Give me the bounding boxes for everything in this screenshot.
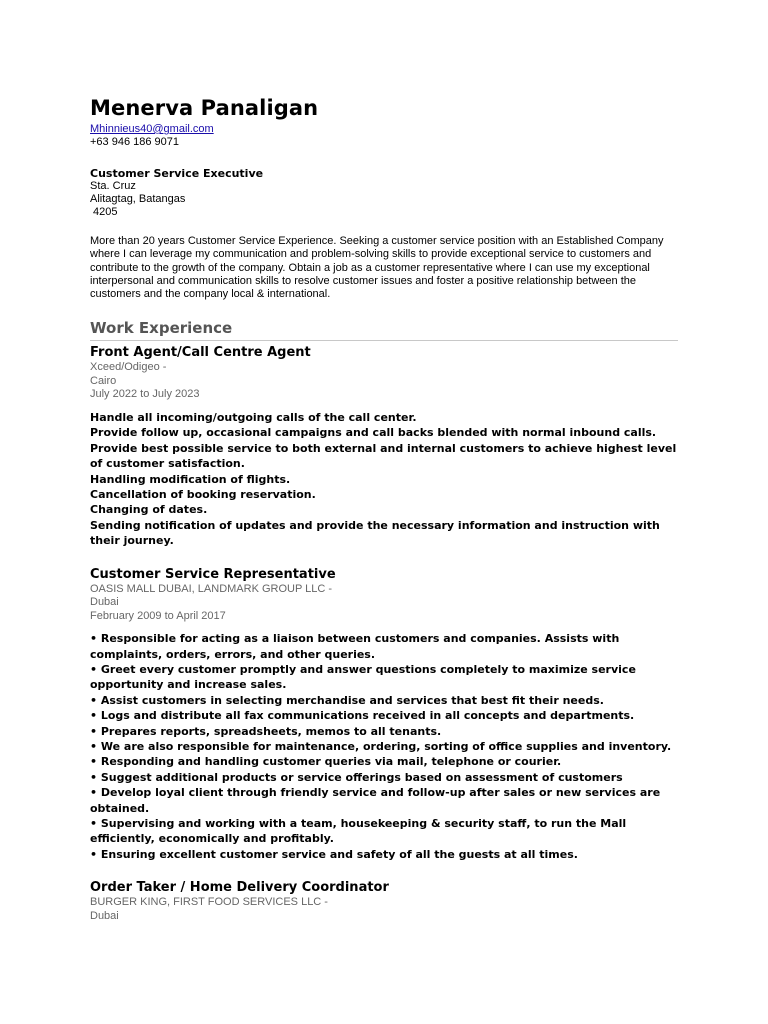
job-end-date: April 2017 bbox=[176, 609, 226, 622]
duty-item: • Logs and distribute all fax communications received in all concepts and departments. bbox=[90, 709, 635, 723]
job-company: OASIS MALL DUBAI, LANDMARK GROUP LLC - bbox=[90, 582, 333, 595]
resume-content bbox=[90, 95, 678, 923]
job-date-separator: to bbox=[164, 609, 174, 622]
duty-item: Sending notification of updates and provide the necessary information and instruction with their journey. bbox=[90, 518, 660, 548]
job-city: Dubai bbox=[90, 909, 119, 922]
job-entry bbox=[90, 344, 678, 548]
duty-item: Handle all incoming/outgoing calls of the call center. bbox=[90, 410, 417, 424]
email-link[interactable]: Mhinnieus40@gmail.com bbox=[90, 123, 214, 135]
job-entry bbox=[90, 566, 678, 863]
job-start-date: July 2022 bbox=[90, 388, 138, 401]
address-postal: 4205 bbox=[90, 206, 118, 218]
job-title: Front Agent/Call Centre Agent bbox=[90, 345, 311, 361]
candidate-name: Menerva Panaligan bbox=[90, 96, 319, 120]
job-title: Customer Service Representative bbox=[90, 566, 336, 582]
headline: Customer Service Executive bbox=[90, 167, 264, 180]
duty-item: • Prepares reports, spreadsheets, memos to all tenants. bbox=[90, 724, 442, 738]
duty-item: • Greet every customer promptly and answer questions completely to maximize service opportunity and increase sales. bbox=[90, 662, 636, 692]
duty-item: • Supervising and working with a team, housekeeping & security staff, to run the Mall efficiently, economically and profitably. bbox=[90, 817, 627, 846]
job-duties bbox=[90, 410, 678, 549]
duty-item: Changing of dates. bbox=[90, 503, 208, 517]
job-company: Xceed/Odigeo - bbox=[90, 361, 167, 374]
job-city: Cairo bbox=[90, 374, 117, 387]
job-entry bbox=[90, 879, 678, 923]
address-line-2: Alitagtag, Batangas bbox=[90, 193, 186, 205]
phone-number: +63 946 186 9071 bbox=[90, 136, 180, 148]
address-line-1: Sta. Cruz bbox=[90, 180, 136, 192]
duty-item: • We are also responsible for maintenance, ordering, sorting of office supplies and inventory. bbox=[90, 739, 672, 753]
duty-item: Provide best possible service to both external and internal customers to achieve highest level of customer satisfaction. bbox=[90, 441, 677, 471]
job-start-date: February 2009 bbox=[90, 609, 162, 622]
duty-item: • Responding and handling customer queries via mail, telephone or courier. bbox=[90, 755, 562, 769]
job-date-separator: to bbox=[140, 388, 150, 401]
job-dates bbox=[90, 610, 678, 624]
job-title: Order Taker / Home Delivery Coordinator bbox=[90, 880, 389, 896]
duty-item: • Ensuring excellent customer service and safety of all the guests at all times. bbox=[90, 847, 578, 861]
job-dates bbox=[90, 388, 678, 402]
job-duties bbox=[90, 631, 678, 862]
duty-item: • Responsible for acting as a liaison between customers and companies. Assists with complaints, orders, errors, and other queries. bbox=[90, 632, 620, 661]
job-city: Dubai bbox=[90, 596, 119, 609]
duty-item: • Assist customers in selecting merchandise and services that best fit their needs. bbox=[90, 693, 604, 707]
job-company: BURGER KING, FIRST FOOD SERVICES LLC - bbox=[90, 896, 328, 909]
duty-item: Handling modification of flights. bbox=[90, 472, 291, 486]
job-end-date: July 2023 bbox=[152, 388, 200, 401]
summary-text: More than 20 years Customer Service Experience. Seeking a customer service position with an Established Company where I can leverage my communication and problem-solving skills to provide exceptional service to customers and contribute to the growth of the company. Obtain a job as a customer representative where I can use my exceptional interpersonal and communication skills to resolve customer issues and foster a positive relationship between the customers and the company local & international. bbox=[90, 235, 664, 301]
duty-item: • Suggest additional products or service offerings based on assessment of customers bbox=[90, 770, 623, 784]
duty-item: Cancellation of booking reservation. bbox=[90, 488, 316, 502]
duty-item: Provide follow up, occasional campaigns and call backs blended with normal inbound calls. bbox=[90, 426, 657, 440]
section-title-work-experience: Work Experience bbox=[90, 319, 678, 341]
duty-item: • Develop loyal client through friendly service and follow-up after sales or new services are obtained. bbox=[90, 786, 661, 815]
